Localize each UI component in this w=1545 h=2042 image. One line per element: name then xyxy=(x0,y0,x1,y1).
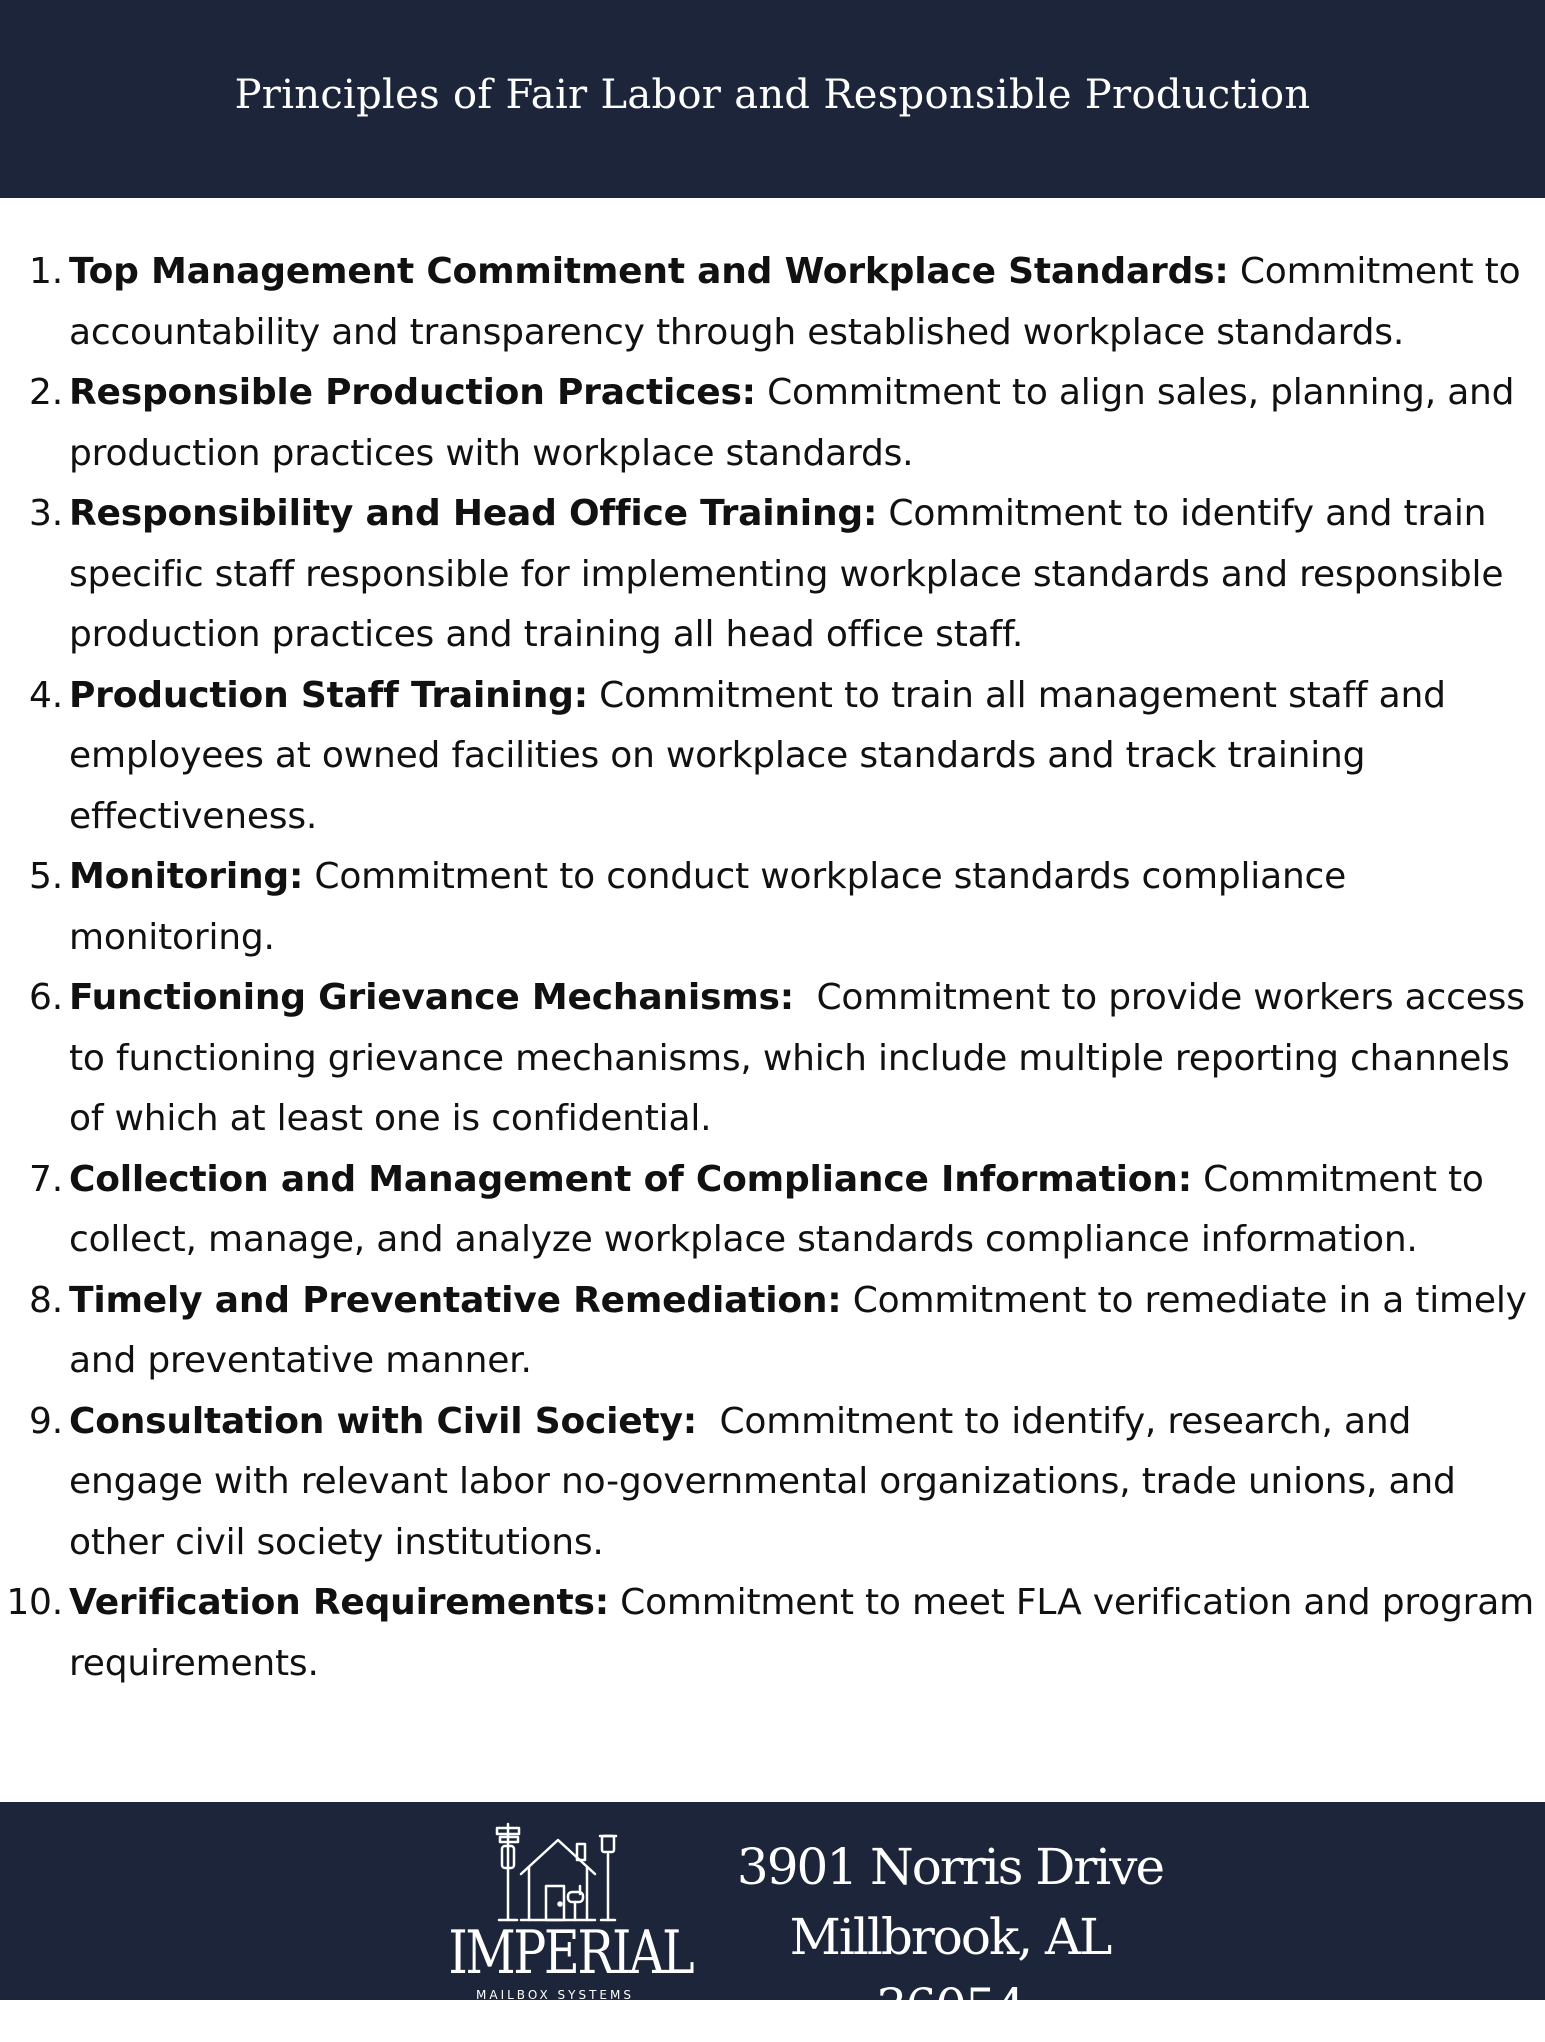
item-text: Commitment to provide workers access to functioning grievance mechanisms, which include multiple reporting channels of which at least one is confidential. xyxy=(69,977,1537,1139)
principles-list xyxy=(0,242,1545,1694)
item-term: Consultation with Civil Society: xyxy=(69,1400,697,1442)
list-item xyxy=(0,847,1545,968)
list-item xyxy=(0,1573,1545,1694)
item-text: Commitment to meet FLA verification and program requirements. xyxy=(69,1582,1534,1684)
item-text: Commitment to train all management staff and employees at owned facilities on workplace standards and track training effectiveness. xyxy=(69,674,1446,837)
list-item xyxy=(0,242,1545,363)
item-number: 10. xyxy=(6,1582,63,1623)
item-term: Timely and Preventative Remediation: xyxy=(69,1279,842,1321)
item-text: Commitment to identify and train specific staff responsible for implementing workplace standards and responsible production practices and training all head office staff. xyxy=(69,493,1504,655)
list-item xyxy=(0,363,1545,484)
list-item xyxy=(0,484,1545,666)
item-number: 4. xyxy=(29,674,63,716)
company-logo xyxy=(425,1820,693,2002)
item-term: Responsible Production Practices: xyxy=(69,372,756,413)
item-term: Monitoring: xyxy=(69,856,304,897)
item-text: Commitment to accountability and transparency through established workplace standards. xyxy=(69,251,1521,353)
address-line-2: Millbrook, AL 36054 xyxy=(789,1908,1111,2036)
logo-tagline: MAILBOX SYSTEMS xyxy=(476,1988,634,2002)
address-line-1: 3901 Norris Drive xyxy=(736,1838,1164,1896)
item-term: Production Staff Training: xyxy=(69,674,588,716)
header-banner xyxy=(0,0,1545,198)
item-number: 5. xyxy=(29,856,63,897)
list-item xyxy=(0,1392,1545,1574)
logo-wordmark: IMPERIAL xyxy=(448,1918,693,1988)
item-term: Functioning Grievance Mechanisms: xyxy=(69,977,794,1018)
item-number: 1. xyxy=(29,251,63,292)
list-item xyxy=(0,666,1545,848)
item-number: 3. xyxy=(29,493,63,534)
item-term: Verification Requirements: xyxy=(69,1582,609,1623)
item-number: 8. xyxy=(29,1279,63,1321)
address-block xyxy=(720,1832,1180,2042)
item-text: Commitment to collect, manage, and analyze workplace standards compliance information. xyxy=(69,1158,1484,1260)
list-item xyxy=(0,1271,1545,1392)
item-number: 9. xyxy=(29,1400,63,1442)
item-number: 6. xyxy=(29,977,63,1018)
item-term: Responsibility and Head Office Training: xyxy=(69,493,878,534)
item-text: Commitment to conduct workplace standards compliance monitoring. xyxy=(69,856,1347,958)
item-number: 7. xyxy=(29,1158,63,1200)
item-text: Commitment to identify, research, and engage with relevant labor no-governmental organizations, trade unions, and other civil society institutions. xyxy=(69,1400,1467,1563)
list-item xyxy=(0,1150,1545,1271)
footer-banner xyxy=(0,1802,1545,2036)
item-term: Collection and Management of Compliance Information: xyxy=(69,1158,1192,1200)
page-title: Principles of Fair Labor and Responsible Production xyxy=(234,72,1311,118)
house-mailbox-icon xyxy=(425,1820,685,1926)
item-text: Commitment to align sales, planning, and production practices with workplace standards. xyxy=(69,372,1515,474)
item-text: Commitment to remediate in a timely and preventative manner. xyxy=(69,1279,1527,1381)
item-number: 2. xyxy=(29,372,63,413)
list-item xyxy=(0,968,1545,1150)
item-term: Top Management Commitment and Workplace Standards: xyxy=(69,251,1229,292)
